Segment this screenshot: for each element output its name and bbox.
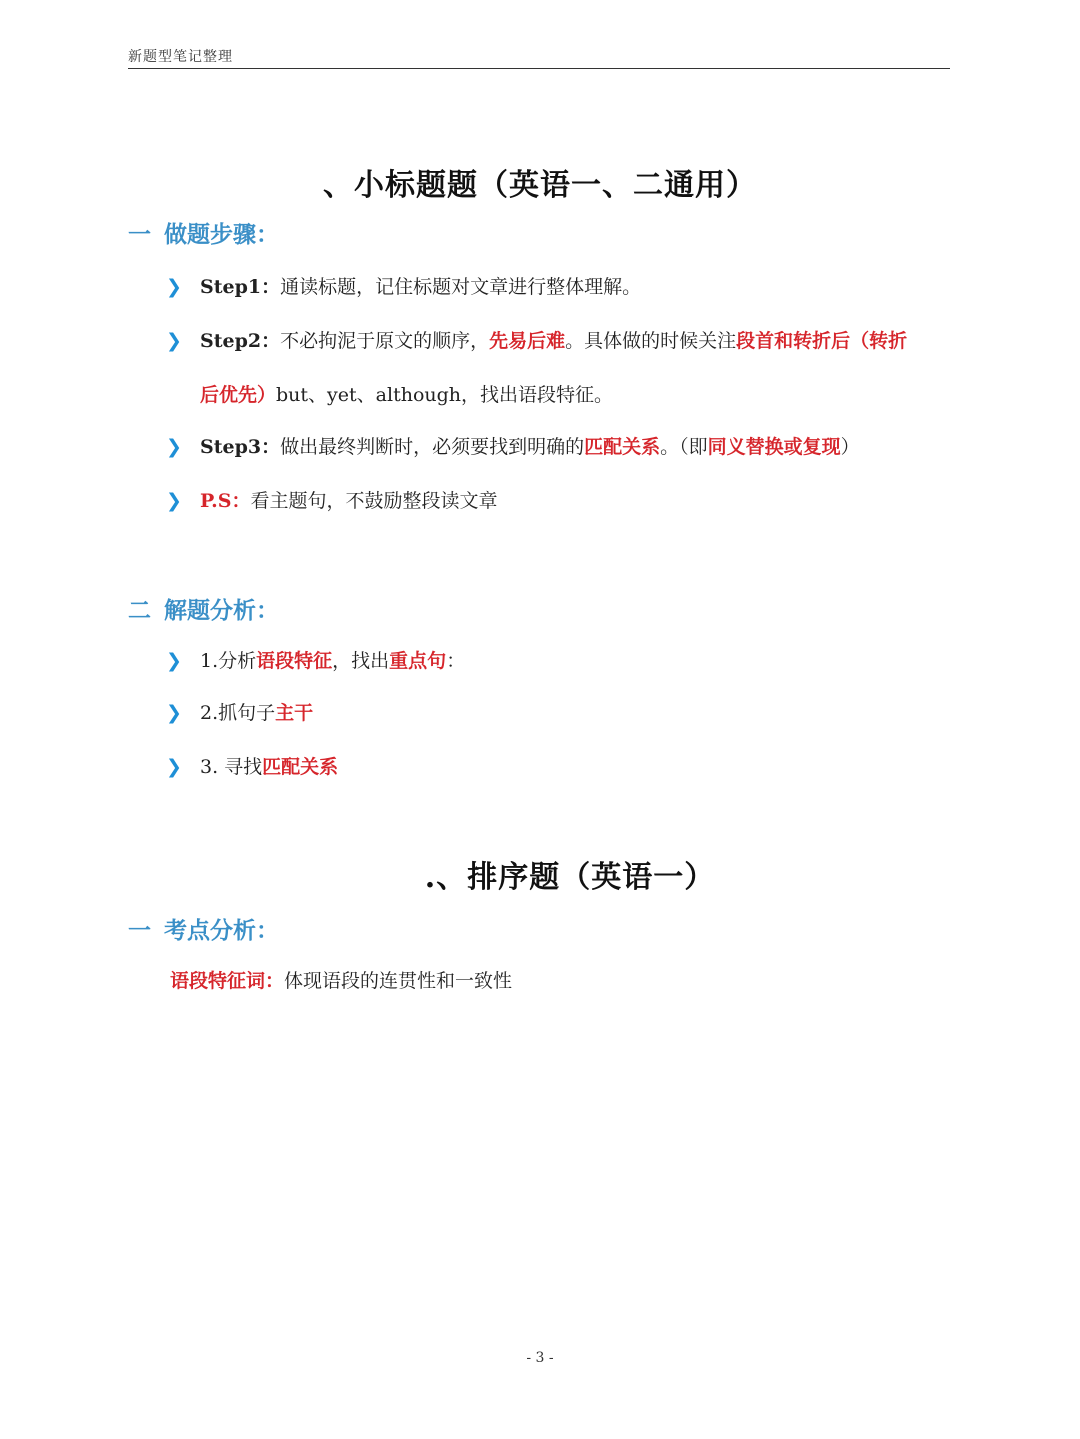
- ps-text: 看主题句，不鼓励整段读文章: [250, 490, 498, 512]
- chevron-right-icon: ❯: [166, 276, 182, 298]
- list-item-step1: [166, 260, 956, 314]
- step-text: 。（即: [660, 436, 708, 458]
- step-text: 做出最终判断时，必须要找到明确的: [280, 436, 585, 458]
- emphasis-text: 语段特征: [256, 650, 333, 672]
- emphasis-text: 段首和转折后（转折: [736, 330, 908, 352]
- emphasis-text: 后优先）: [200, 384, 277, 406]
- chevron-right-icon: ❯: [166, 436, 182, 458]
- emphasis-text: 匹配关系: [584, 436, 661, 458]
- emphasis-label: 语段特征词：: [170, 970, 285, 992]
- step-text: ）: [840, 436, 860, 458]
- chevron-right-icon: ❯: [166, 702, 182, 724]
- list-item-analysis-2: [166, 686, 956, 740]
- step-label: Step1：: [200, 276, 281, 298]
- emphasis-text: 重点句: [389, 650, 447, 672]
- list-item-analysis-1: [166, 634, 956, 688]
- subsection-number: 一: [128, 221, 151, 248]
- item-text: ：: [446, 650, 466, 672]
- step-text: but、yet、although，找出语段特征。: [276, 384, 614, 406]
- subsection-title-key-points: [128, 912, 279, 945]
- subsection-title-steps: [128, 216, 279, 249]
- section-title-ordering-questions: .、排序题（英语一）: [424, 860, 716, 895]
- emphasis-text: 同义替换或复现: [707, 436, 841, 458]
- emphasis-text: 先易后难: [489, 330, 566, 352]
- chevron-right-icon: ❯: [166, 756, 182, 778]
- step-text: 通读标题，记住标题对文章进行整体理解。: [280, 276, 642, 298]
- subsection-number: 二: [128, 597, 151, 624]
- step-continuation: [166, 368, 956, 422]
- list-item-ps: [166, 474, 956, 528]
- item-text: 3. 寻找: [200, 756, 263, 778]
- page-header: [128, 46, 950, 69]
- step-text: 。具体做的时候关注: [565, 330, 737, 352]
- page-number: - 3 -: [526, 1350, 554, 1366]
- item-text: ，找出: [332, 650, 390, 672]
- chevron-right-icon: ❯: [166, 490, 182, 512]
- subsection-label: 做题步骤：: [164, 221, 279, 248]
- list-item-step2: [166, 314, 956, 422]
- key-point-line: [170, 966, 512, 993]
- subsection-title-analysis: [128, 592, 279, 625]
- emphasis-text: 主干: [275, 702, 314, 724]
- chevron-right-icon: ❯: [166, 330, 182, 352]
- chevron-right-icon: ❯: [166, 650, 182, 672]
- item-text: 1.分析: [200, 650, 257, 672]
- step-label: Step3：: [200, 436, 281, 458]
- header-title: 新题型笔记整理: [128, 49, 233, 65]
- emphasis-text: 匹配关系: [262, 756, 339, 778]
- list-item-step3: [166, 420, 956, 474]
- step-label: Step2：: [200, 330, 281, 352]
- list-item-analysis-3: [166, 740, 956, 794]
- key-point-text: 体现语段的连贯性和一致性: [284, 970, 513, 992]
- item-text: 2.抓句子: [200, 702, 276, 724]
- ps-label: P.S：: [200, 490, 251, 512]
- subsection-number: 一: [128, 917, 151, 944]
- step-text: 不必拘泥于原文的顺序，: [280, 330, 490, 352]
- subsection-label: 解题分析：: [164, 597, 279, 624]
- section-title-subheading-questions: 、小标题题（英语一、二通用）: [323, 168, 757, 203]
- subsection-label: 考点分析：: [164, 917, 279, 944]
